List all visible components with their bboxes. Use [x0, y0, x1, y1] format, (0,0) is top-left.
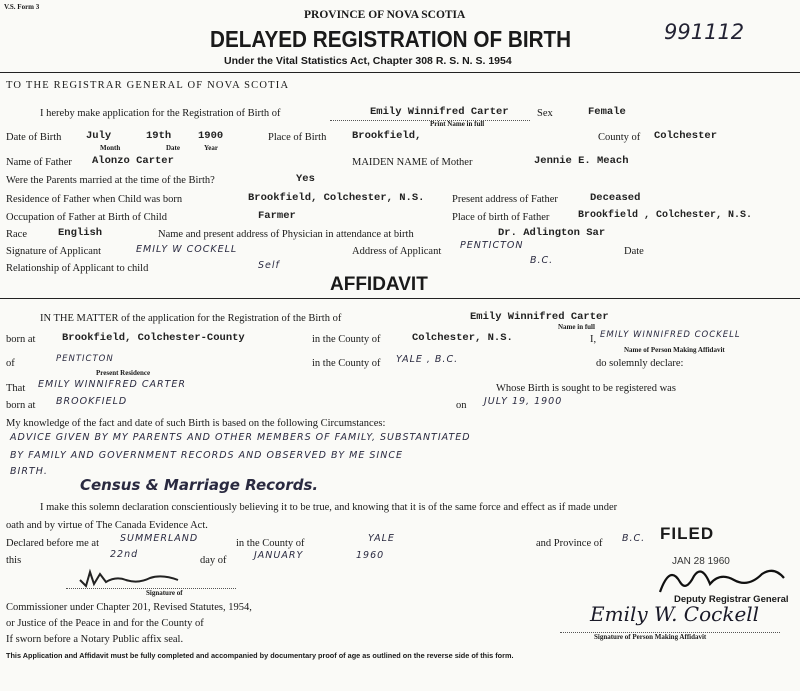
day-value: 22nd	[110, 549, 139, 560]
married-label: Were the Parents married at the time of the Birth?	[6, 175, 215, 186]
father-birthplace-label: Place of birth of Father	[452, 212, 550, 223]
affidavit-name: Emily Winnifred Carter	[470, 311, 609, 323]
dob-month: July	[86, 130, 112, 142]
of-label: of	[6, 358, 15, 369]
county-label: County of	[598, 132, 641, 143]
province-heading: PROVINCE OF NOVA SCOTIA	[304, 9, 466, 21]
month-caption: Month	[100, 144, 121, 152]
affidavit-heading: AFFIDAVIT	[330, 274, 428, 295]
footer-note: This Application and Affidavit must be fully completed and accompanied by documentary proof of age as outlined on the reverse side of this form.	[6, 651, 514, 660]
intro-label: I hereby make application for the Registration of Birth of	[40, 108, 281, 119]
that-label: That	[6, 383, 26, 394]
place-value: Brookfield,	[352, 130, 422, 142]
commissioner-signature	[76, 566, 186, 590]
affiant-residence: PENTICTON	[56, 354, 114, 364]
occupation-value: Farmer	[258, 210, 296, 222]
signature-of-caption: Signature of	[146, 589, 183, 597]
addressee: TO THE REGISTRAR GENERAL OF NOVA SCOTIA	[6, 80, 290, 91]
signature-label: Signature of Applicant	[6, 246, 102, 257]
affidavit-county2: YALE , B.C.	[396, 354, 459, 365]
affiant-signature-caption: Signature of Person Making Affidavit	[594, 633, 707, 641]
declared-at: SUMMERLAND	[120, 533, 199, 544]
matter-label: IN THE MATTER of the application for the Registration of the Birth of	[40, 313, 342, 324]
this-label: this	[6, 555, 22, 566]
relationship-label: Relationship of Applicant to child	[6, 263, 149, 274]
county3-label: in the County of	[236, 538, 305, 549]
child-name: Emily Winnifred Carter	[370, 106, 509, 118]
registrar-signature	[650, 562, 790, 598]
race-label: Race	[6, 229, 27, 240]
residence-label: Residence of Father when Child was born	[6, 194, 183, 205]
place-label: Place of Birth	[268, 132, 327, 143]
i-label: I,	[590, 334, 597, 345]
dob-day: 19th	[146, 130, 172, 142]
present-address-label: Present address of Father	[452, 194, 558, 205]
date-label: Date	[624, 246, 644, 257]
circumstance-line-2: BY FAMILY AND GOVERNMENT RECORDS AND OBSERVED BY ME SINCE	[10, 450, 403, 461]
circumstance-line-3: BIRTH.	[10, 466, 48, 477]
month-value: JANUARY	[254, 550, 304, 561]
year-caption: Year	[204, 144, 218, 152]
physician-label: Name and present address of Physician in attendance at birth	[158, 229, 414, 240]
on-label: on	[456, 400, 467, 411]
father-value: Alonzo Carter	[92, 155, 174, 167]
page-title: DELAYED REGISTRATION OF BIRTH	[210, 26, 572, 52]
declare-label: do solemnly declare:	[596, 358, 684, 369]
form-number: V.S. Form 3	[4, 3, 40, 11]
dob-label: Date of Birth	[6, 132, 62, 143]
year-value: 1960	[356, 550, 385, 561]
affiant-signature: Emily W. Cockell	[590, 602, 760, 626]
day-of-label: day of	[200, 555, 227, 566]
knowledge-label: My knowledge of the fact and date of such Birth is based on the following Circumstances:	[6, 418, 386, 429]
circumstance-line-1: ADVICE GIVEN BY MY PARENTS AND OTHER MEMBERS OF FAMILY, SUBSTANTIATED	[10, 432, 471, 443]
county3-value: YALE	[368, 533, 395, 544]
married-value: Yes	[296, 173, 315, 185]
applicant-address-label: Address of Applicant	[352, 246, 442, 257]
born-at-label: born at	[6, 334, 36, 345]
in-county2-label: in the County of	[312, 358, 381, 369]
applicant-address-1: PENTICTON	[460, 240, 524, 251]
that-name: EMILY WINNIFRED CARTER	[38, 379, 186, 390]
file-number: 991112	[664, 20, 745, 44]
in-county-label: in the County of	[312, 334, 381, 345]
applicant-signature: EMILY W COCKELL	[136, 244, 238, 255]
born-at2-value: BROOKFIELD	[56, 396, 128, 407]
province-value: B.C.	[622, 533, 646, 544]
mother-label: MAIDEN NAME of Mother	[352, 157, 473, 168]
solemn-line-1: I make this solemn declaration conscientiously believing it to be true, and knowing that it is of the same force and effect as if made under	[40, 502, 618, 513]
day-caption: Date	[166, 144, 180, 152]
relationship-value: Self	[258, 260, 280, 271]
born-at2-label: born at	[6, 400, 36, 411]
born-at-value: Brookfield, Colchester-County	[62, 332, 245, 344]
residence-caption: Present Residence	[96, 369, 151, 377]
notary-note: If sworn before a Notary Public affix seal.	[6, 634, 184, 645]
name-caption: Print Name in full	[430, 120, 485, 128]
dob-year: 1900	[198, 130, 224, 142]
affidavit-name-caption: Name in full	[558, 323, 595, 331]
filed-stamp: FILED	[660, 524, 715, 543]
physician-value: Dr. Adlington Sar	[498, 227, 606, 239]
circumstance-line-4: Census & Marriage Records.	[80, 476, 319, 494]
sex-label: Sex	[537, 108, 553, 119]
mother-value: Jennie E. Meach	[534, 155, 629, 167]
affidavit-county: Colchester, N.S.	[412, 332, 513, 344]
province-label: and Province of	[536, 538, 603, 549]
commissioner-line-2: or Justice of the Peace in and for the County of	[6, 618, 204, 629]
sex-value: Female	[588, 106, 626, 118]
father-birthplace-value: Brookfield , Colchester, N.S.	[578, 210, 753, 221]
stamp-date: JAN 28 1960	[672, 556, 730, 567]
born-on-value: JULY 19, 1900	[484, 396, 563, 407]
top-rule	[0, 72, 800, 73]
commissioner-line-1: Commissioner under Chapter 201, Revised Statutes, 1954,	[6, 602, 252, 613]
residence-value: Brookfield, Colchester, N.S.	[248, 192, 425, 204]
applicant-address-2: B.C.	[530, 255, 554, 266]
declared-label: Declared before me at	[6, 538, 99, 549]
whose-label: Whose Birth is sought to be registered was	[496, 383, 676, 394]
father-label: Name of Father	[6, 157, 72, 168]
solemn-line-2: oath and by virtue of The Canada Evidence Act.	[6, 520, 208, 531]
affiant-name: EMILY WINNIFRED COCKELL	[600, 330, 741, 340]
registrar-caption: Deputy Registrar General	[674, 594, 789, 605]
occupation-label: Occupation of Father at Birth of Child	[6, 212, 167, 223]
county-value: Colchester	[654, 130, 718, 142]
present-address-value: Deceased	[590, 192, 641, 204]
affidavit-rule	[0, 298, 800, 299]
affiant-caption: Name of Person Making Affidavit	[624, 346, 725, 354]
page-subtitle: Under the Vital Statistics Act, Chapter 308 R. S. N. S. 1954	[224, 55, 512, 67]
race-value: English	[58, 227, 103, 239]
